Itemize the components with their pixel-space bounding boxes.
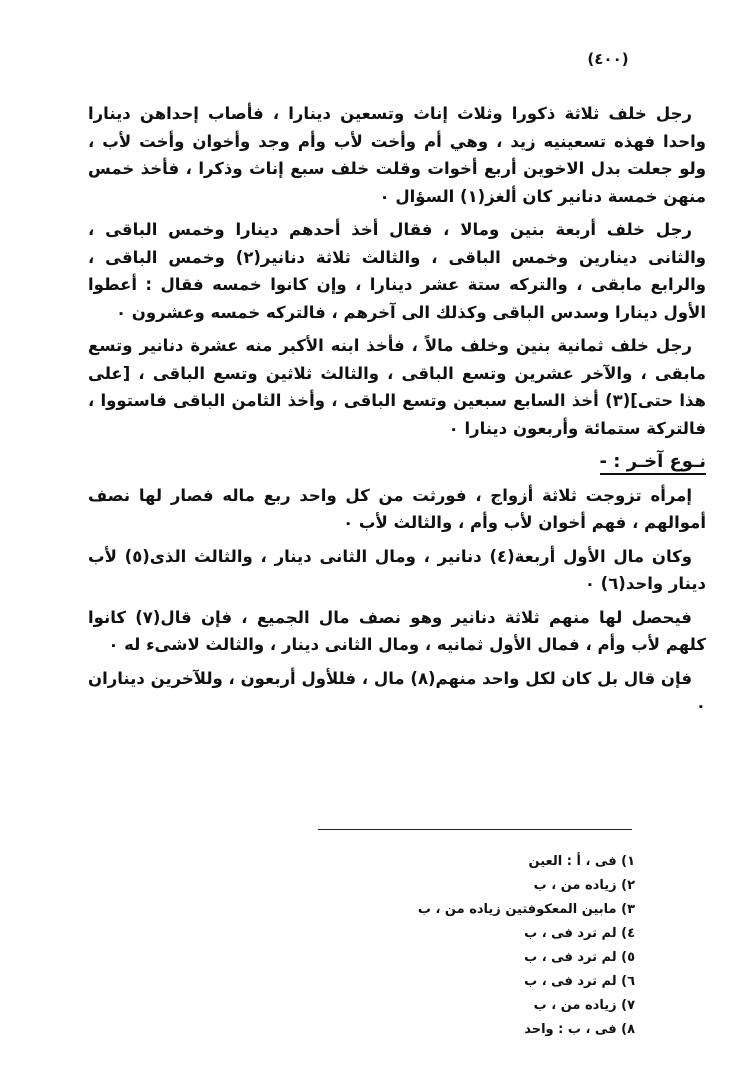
paragraph: فيحصل لها منهم ثلاثة دنانير وهو نصف مال الجميع ، فإن قال(٧) كانوا كلهم لأب وأم ، فمال الأول ثمانيه ، ومال الثانى دينار ، والثالث لاشىء له ٠ [88,607,706,654]
paragraph: رجل خلف أربعة بنين ومالا ، فقال أخذ أحدهم دينارا وخمس الباقى ، والثانى دينارين وخمس الباقى ، والثالث ثلاثة دنانير(٢) وخمس الباقى ، والرابع مابقى ، والتركه ستة عشر دينارا ، وإن كانوا خمسه فقال : أعطوا الأول دينارا وسدس الباقى وكذلك الى آخرهم ، فالتركه خمسه وعشرون ٠ [88,220,707,322]
footnote: ٢) زياده من ، ب [533,878,635,893]
footnote: ٦) لم ترد فى ، ب [524,974,635,989]
paragraph: رجل خلف ثلاثة ذكورا وثلاث إناث وتسعين دينارا ، فأصاب إحداهن دينارا واحدا فهذه تسعينيه زيد ، وهي أم وأخت لأب وأم وجد وأخوان وأخت لأب ، ولو جعلت بدل الاخوين أربع أخوات وقلت خلف سبع إناث وذكرا ، فأخذ خمس منهن خمسة دنانير كان ألغز(١) السؤال ٠ [88,104,706,206]
footnote-divider [318,829,632,830]
paragraph: رجل خلف ثمانية بنين وخلف مالاً ، فأخذ ابنه الأكبر منه عشرة دنانير وتسع مابقى ، والآخر عشرين وتسع الباقى ، والثالث ثلاثين وتسع الباقى ، [على هذا حتى](٣) أخذ السابع سبعين وتسع الباقى ، وأخذ الثامن الباقى فاستووا ، فالتركة ستمائة وأربعون دينارا ٠ [88,336,706,438]
main-text [88,100,706,726]
footnote: ٥) لم ترد فى ، ب [524,950,635,965]
page-number: (٤٠٠) [587,50,629,68]
footnote: ١) فى ، أ : العين [528,854,635,869]
footnotes [300,850,635,1042]
footnote: ٧) زياده من ، ب [533,998,635,1013]
section-heading [88,448,706,476]
section-heading-text: نـوع آخـر : - [600,451,706,475]
paragraph: فإن قال بل كان لكل واحد منهم(٨) مال ، فللأول أربعون ، وللآخرين ديناران ٠ [88,668,706,715]
footnote: ٨) فى ، ب : واحد [524,1022,635,1037]
footnote: ٣) مابين المعكوفتين زياده من ، ب [417,902,635,917]
paragraph: وكان مال الأول أربعة(٤) دنانير ، ومال الثانى دينار ، والثالث الذى(٥) لأب دينار واحد(٦) ٠ [88,546,706,593]
footnote: ٤) لم ترد فى ، ب [524,926,635,941]
paragraph: إمرأه تزوجت ثلاثة أزواج ، فورثت من كل واحد ربع ماله فصار لها نصف أموالهم ، فهم أخوان لأب وأم ، والثالث لأب ٠ [88,485,706,532]
